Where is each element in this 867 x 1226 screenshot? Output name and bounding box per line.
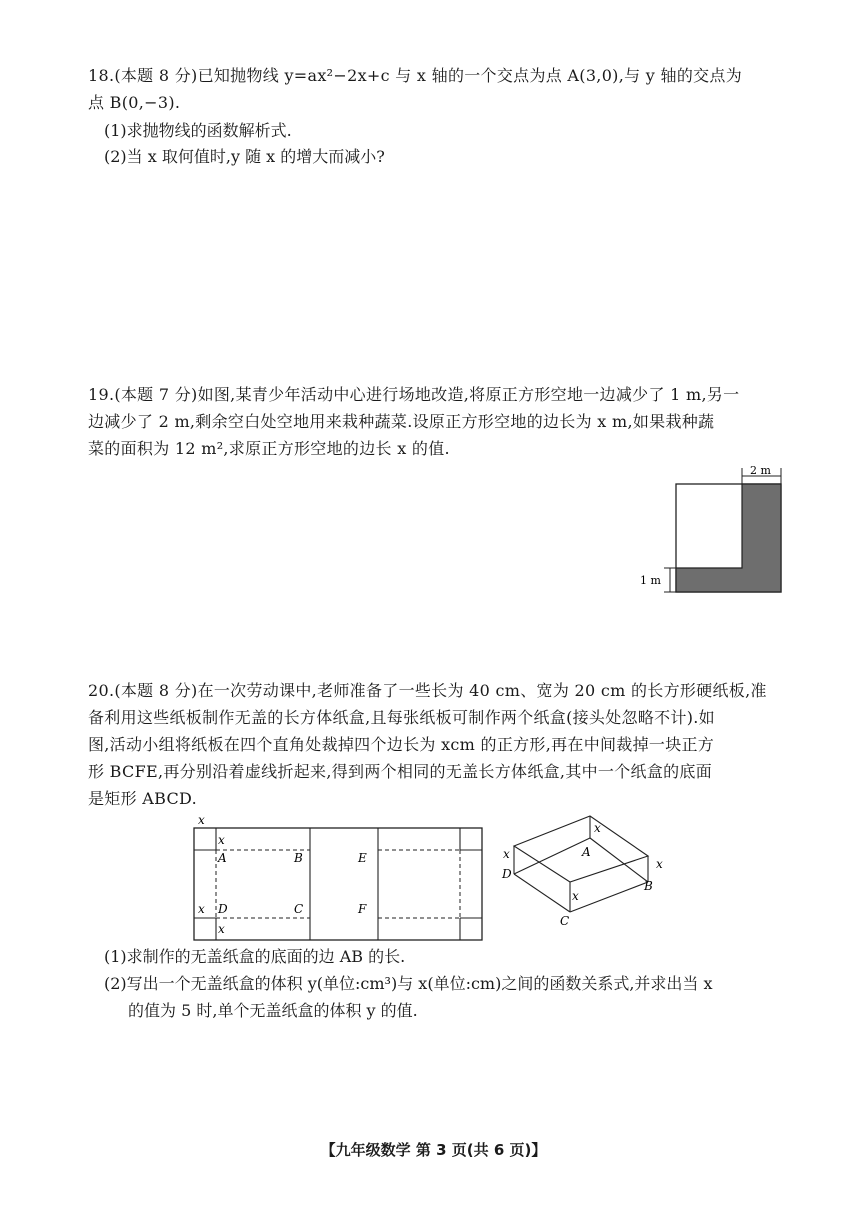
- q18-part1: (1)求抛物线的函数解析式.: [104, 121, 292, 140]
- q20-cardboard-net: [190, 814, 490, 944]
- cardboard-outline: [194, 828, 482, 940]
- q20-line4: 形 BCFE,再分别沿着虚线折起来,得到两个相同的无盖长方体纸盒,其中一个纸盒的底面: [88, 762, 713, 781]
- page-footer: 【九年级数学 第 3 页(共 6 页)】: [320, 1141, 547, 1159]
- label-2m: 2 m: [750, 464, 771, 477]
- box-label-x-inner: x: [572, 889, 579, 903]
- box-label-x-left: x: [503, 847, 510, 861]
- q20-stem: [88, 677, 784, 812]
- q18-stem: [88, 62, 784, 116]
- q20-line3: 图,活动小组将纸板在四个直角处裁掉四个边长为 xcm 的正方形,再在中间裁掉一块正方: [88, 735, 715, 754]
- net-label-x-left: x: [198, 902, 205, 916]
- q19-square-figure: [632, 458, 792, 628]
- q20-part2: [104, 970, 784, 1024]
- q20-open-box: [498, 810, 678, 930]
- box-label-C: C: [560, 914, 570, 928]
- net-label-x-top2: x: [218, 833, 225, 847]
- net-label-x-top: x: [198, 814, 205, 827]
- net-label-C: C: [294, 902, 304, 916]
- box-label-B: B: [644, 879, 653, 893]
- q19-line1: 19.(本题 7 分)如图,某青少年活动中心进行场地改造,将原正方形空地一边减少了 1 m,另一: [88, 385, 740, 404]
- box-label-D: D: [502, 867, 512, 881]
- net-label-x-bottom: x: [218, 922, 225, 936]
- net-label-D: D: [218, 902, 228, 916]
- net-label-F: F: [358, 902, 367, 916]
- q20-part2-line1: (2)写出一个无盖纸盒的体积 y(单位:cm³)与 x(单位:cm)之间的函数关系式,并求出当 x: [104, 974, 713, 993]
- q20-part1: (1)求制作的无盖纸盒的底面的边 AB 的长.: [104, 947, 406, 966]
- q20-line5: 是矩形 ABCD.: [88, 789, 197, 808]
- box-label-A: A: [582, 845, 591, 859]
- q20-line1: 20.(本题 8 分)在一次劳动课中,老师准备了一些长为 40 cm、宽为 20 cm 的长方形硬纸板,准: [88, 681, 767, 700]
- fold-lines: [216, 850, 460, 918]
- q19-stem: [88, 381, 784, 462]
- net-label-B: B: [294, 851, 303, 865]
- q19-line2: 边减少了 2 m,剩余空白处空地用来栽种蔬菜.设原正方形空地的边长为 x m,如果栽种蔬: [88, 412, 715, 431]
- label-1m: 1 m: [640, 574, 661, 587]
- net-label-A: A: [218, 851, 227, 865]
- q18-line1: 18.(本题 8 分)已知抛物线 y=ax²−2x+c 与 x 轴的一个交点为点 A(3,0),与 y 轴的交点为: [88, 66, 743, 85]
- box-label-x-top: x: [594, 821, 601, 835]
- q19-line3: 菜的面积为 12 m²,求原正方形空地的边长 x 的值.: [88, 439, 450, 458]
- net-label-E: E: [358, 851, 367, 865]
- q20-part2-line2: 的值为 5 时,单个无盖纸盒的体积 y 的值.: [128, 1001, 418, 1020]
- q18-part2: (2)当 x 取何值时,y 随 x 的增大而减小?: [104, 147, 385, 166]
- q18-line2: 点 B(0,−3).: [88, 93, 181, 112]
- box-label-x-right: x: [656, 857, 663, 871]
- box-top-rim: [514, 816, 648, 882]
- q20-line2: 备利用这些纸板制作无盖的长方体纸盒,且每张纸板可制作两个纸盒(接头处忽略不计).如: [88, 708, 715, 727]
